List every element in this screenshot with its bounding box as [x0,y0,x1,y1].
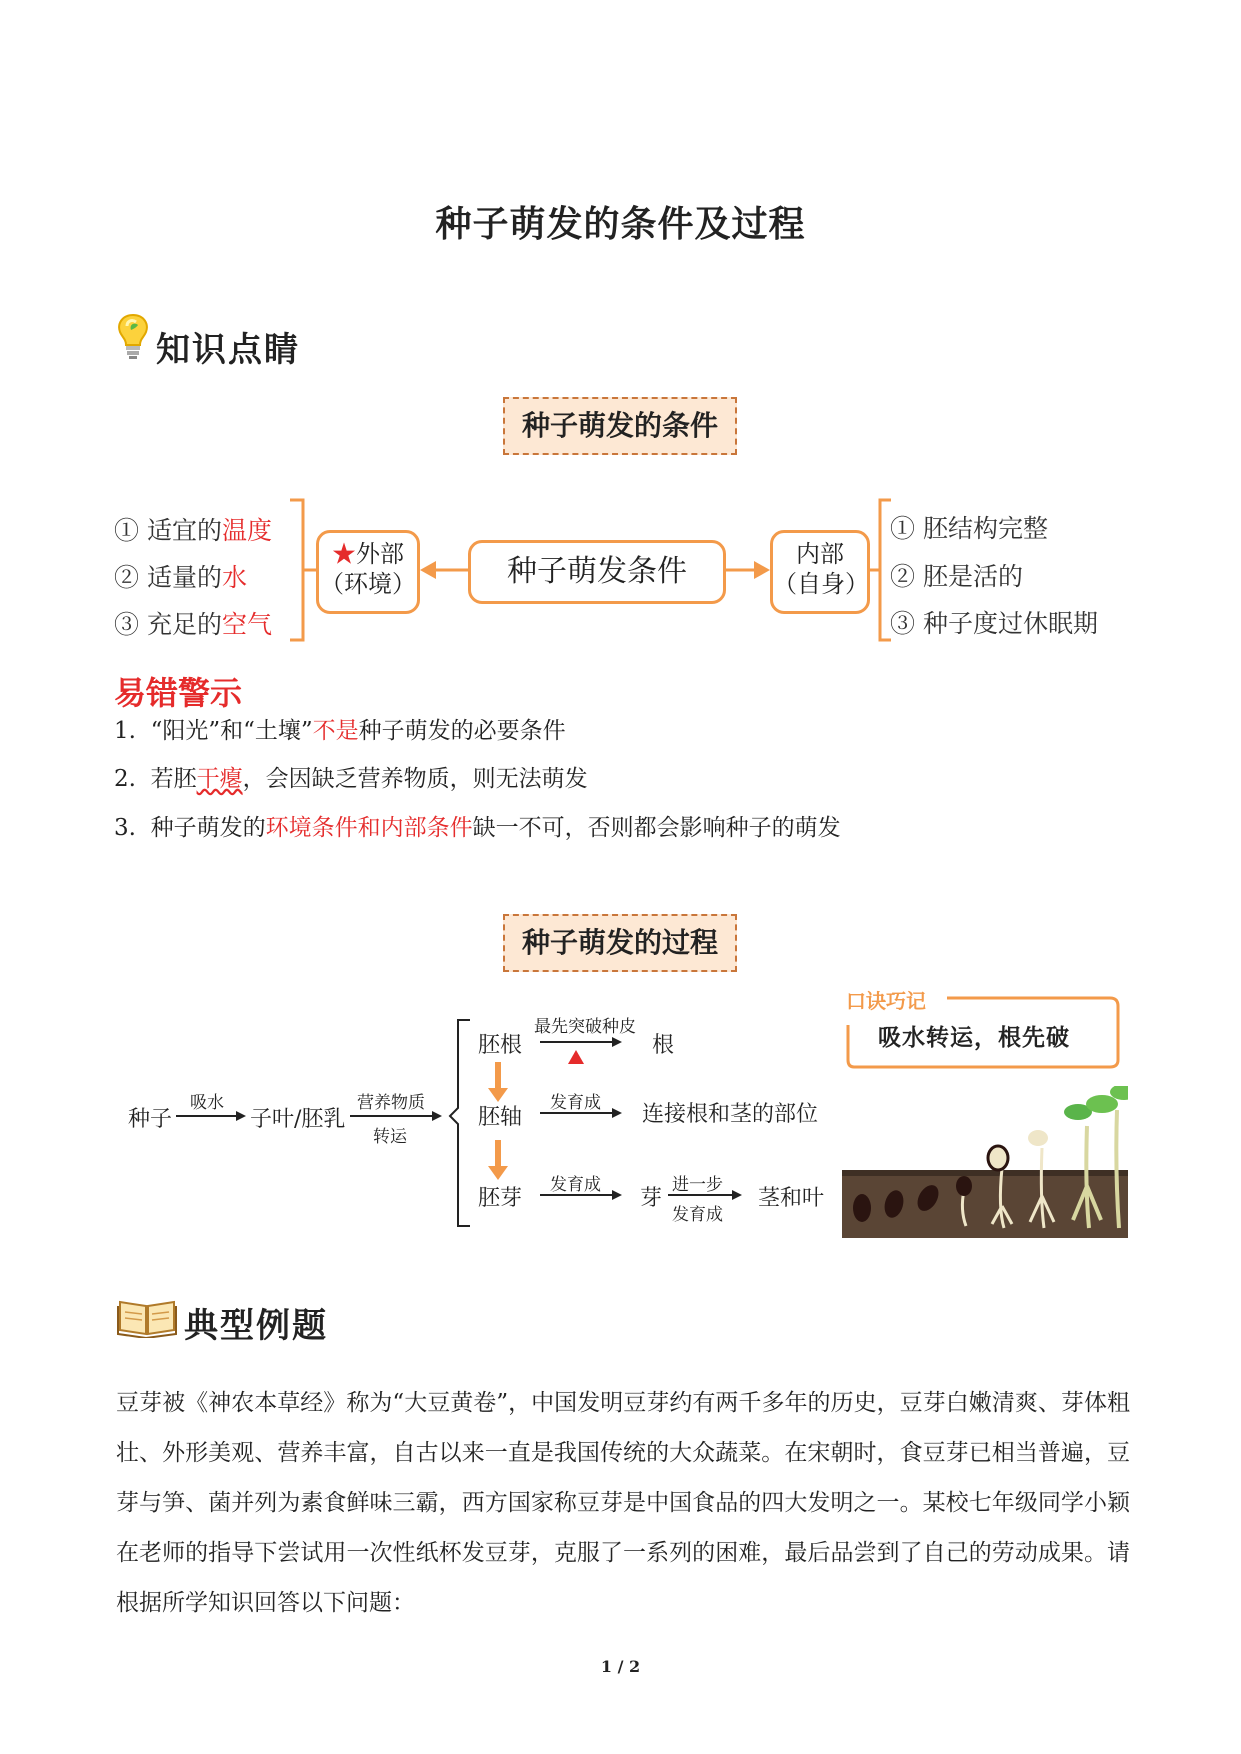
section-heading-knowledge: 知识点睛 [156,330,300,370]
center-condition-box: 种子萌发条件 [468,540,726,604]
mnemonic-title: 口诀巧记 [846,989,926,1013]
process-nutrients-bottom: 转运 [373,1127,407,1147]
internal-condition-box: 内部 （自身） [770,530,870,614]
process-further-top: 进一步 [672,1175,723,1195]
process-root: 根 [652,1033,675,1058]
example-paragraph: 豆芽被《神农本草经》称为“大豆黄卷”，中国发明豆芽约有两千多年的历史，豆芽白嫩清爽、芽体粗壮、外形美观、营养丰富，自古以来一直是我国传统的大众蔬菜。在宋朝时，食豆芽已相当普遍，豆芽与笋、菌并列为素食鲜味三霸，西方国家称豆芽是中国食品的四大发明之一。某校七年级同学小颖在老师的指导下尝试用一次性纸杯发豆芽，克服了一系列的困难，最后品尝到了自己的劳动成果。请根据所学知识回答以下问题： [116,1390,1130,1616]
mnemonic-text: 吸水转运，根先破 [878,1025,1070,1051]
process-title-box: 种子萌发的过程 [503,914,737,972]
warning-title: 易错警示 [114,674,243,712]
bulb-icon [114,312,152,366]
book-icon [116,1296,178,1342]
internal-item-3: ③ 种子度过休眠期 [890,609,1098,638]
page-title: 种子萌发的条件及过程 [435,203,806,245]
process-nutrients-top: 营养物质 [357,1093,425,1113]
conditions-title-box: 种子萌发的条件 [503,397,737,455]
process-absorb-label: 吸水 [190,1093,224,1113]
process-develop-2: 发育成 [550,1175,601,1195]
external-condition-box: ★外部 （环境） [316,530,420,614]
process-hypocotyl: 胚轴 [478,1105,523,1130]
internal-item-2: ② 胚是活的 [890,562,1023,591]
process-radicle: 胚根 [478,1033,523,1058]
section-heading-examples: 典型例题 [184,1306,328,1346]
star-icon: ★ [332,540,356,568]
internal-item-1: ① 胚结构完整 [890,514,1048,543]
process-hypocotyl-result: 连接根和茎的部位 [642,1102,819,1127]
process-seed: 种子 [128,1107,173,1132]
warning-item-1: 1. “阳光”和“土壤”不是种子萌发的必要条件 [114,718,566,744]
external-item-3: ③ 充足的空气 [114,610,272,639]
warning-item-2: 2. 若胚干瘪，会因缺乏营养物质，则无法萌发 [114,766,588,792]
external-item-2: ② 适量的水 [114,563,247,592]
process-bud: 芽 [640,1186,663,1211]
page-number: 1 / 2 [600,1657,641,1676]
germination-illustration [842,1086,1128,1242]
process-plumule: 胚芽 [478,1186,523,1211]
warning-item-3: 3. 种子萌发的环境条件和内部条件缺一不可，否则都会影响种子的萌发 [114,815,841,841]
process-further-bottom: 发育成 [672,1205,723,1225]
mnemonic-box [842,985,1124,1080]
process-cotyledon: 子叶/胚乳 [250,1107,346,1132]
process-radicle-note: 最先突破种皮 [534,1017,636,1037]
process-stem-leaf: 茎和叶 [758,1186,825,1211]
process-develop-1: 发育成 [550,1093,601,1113]
external-item-1: ① 适宜的温度 [114,516,272,545]
